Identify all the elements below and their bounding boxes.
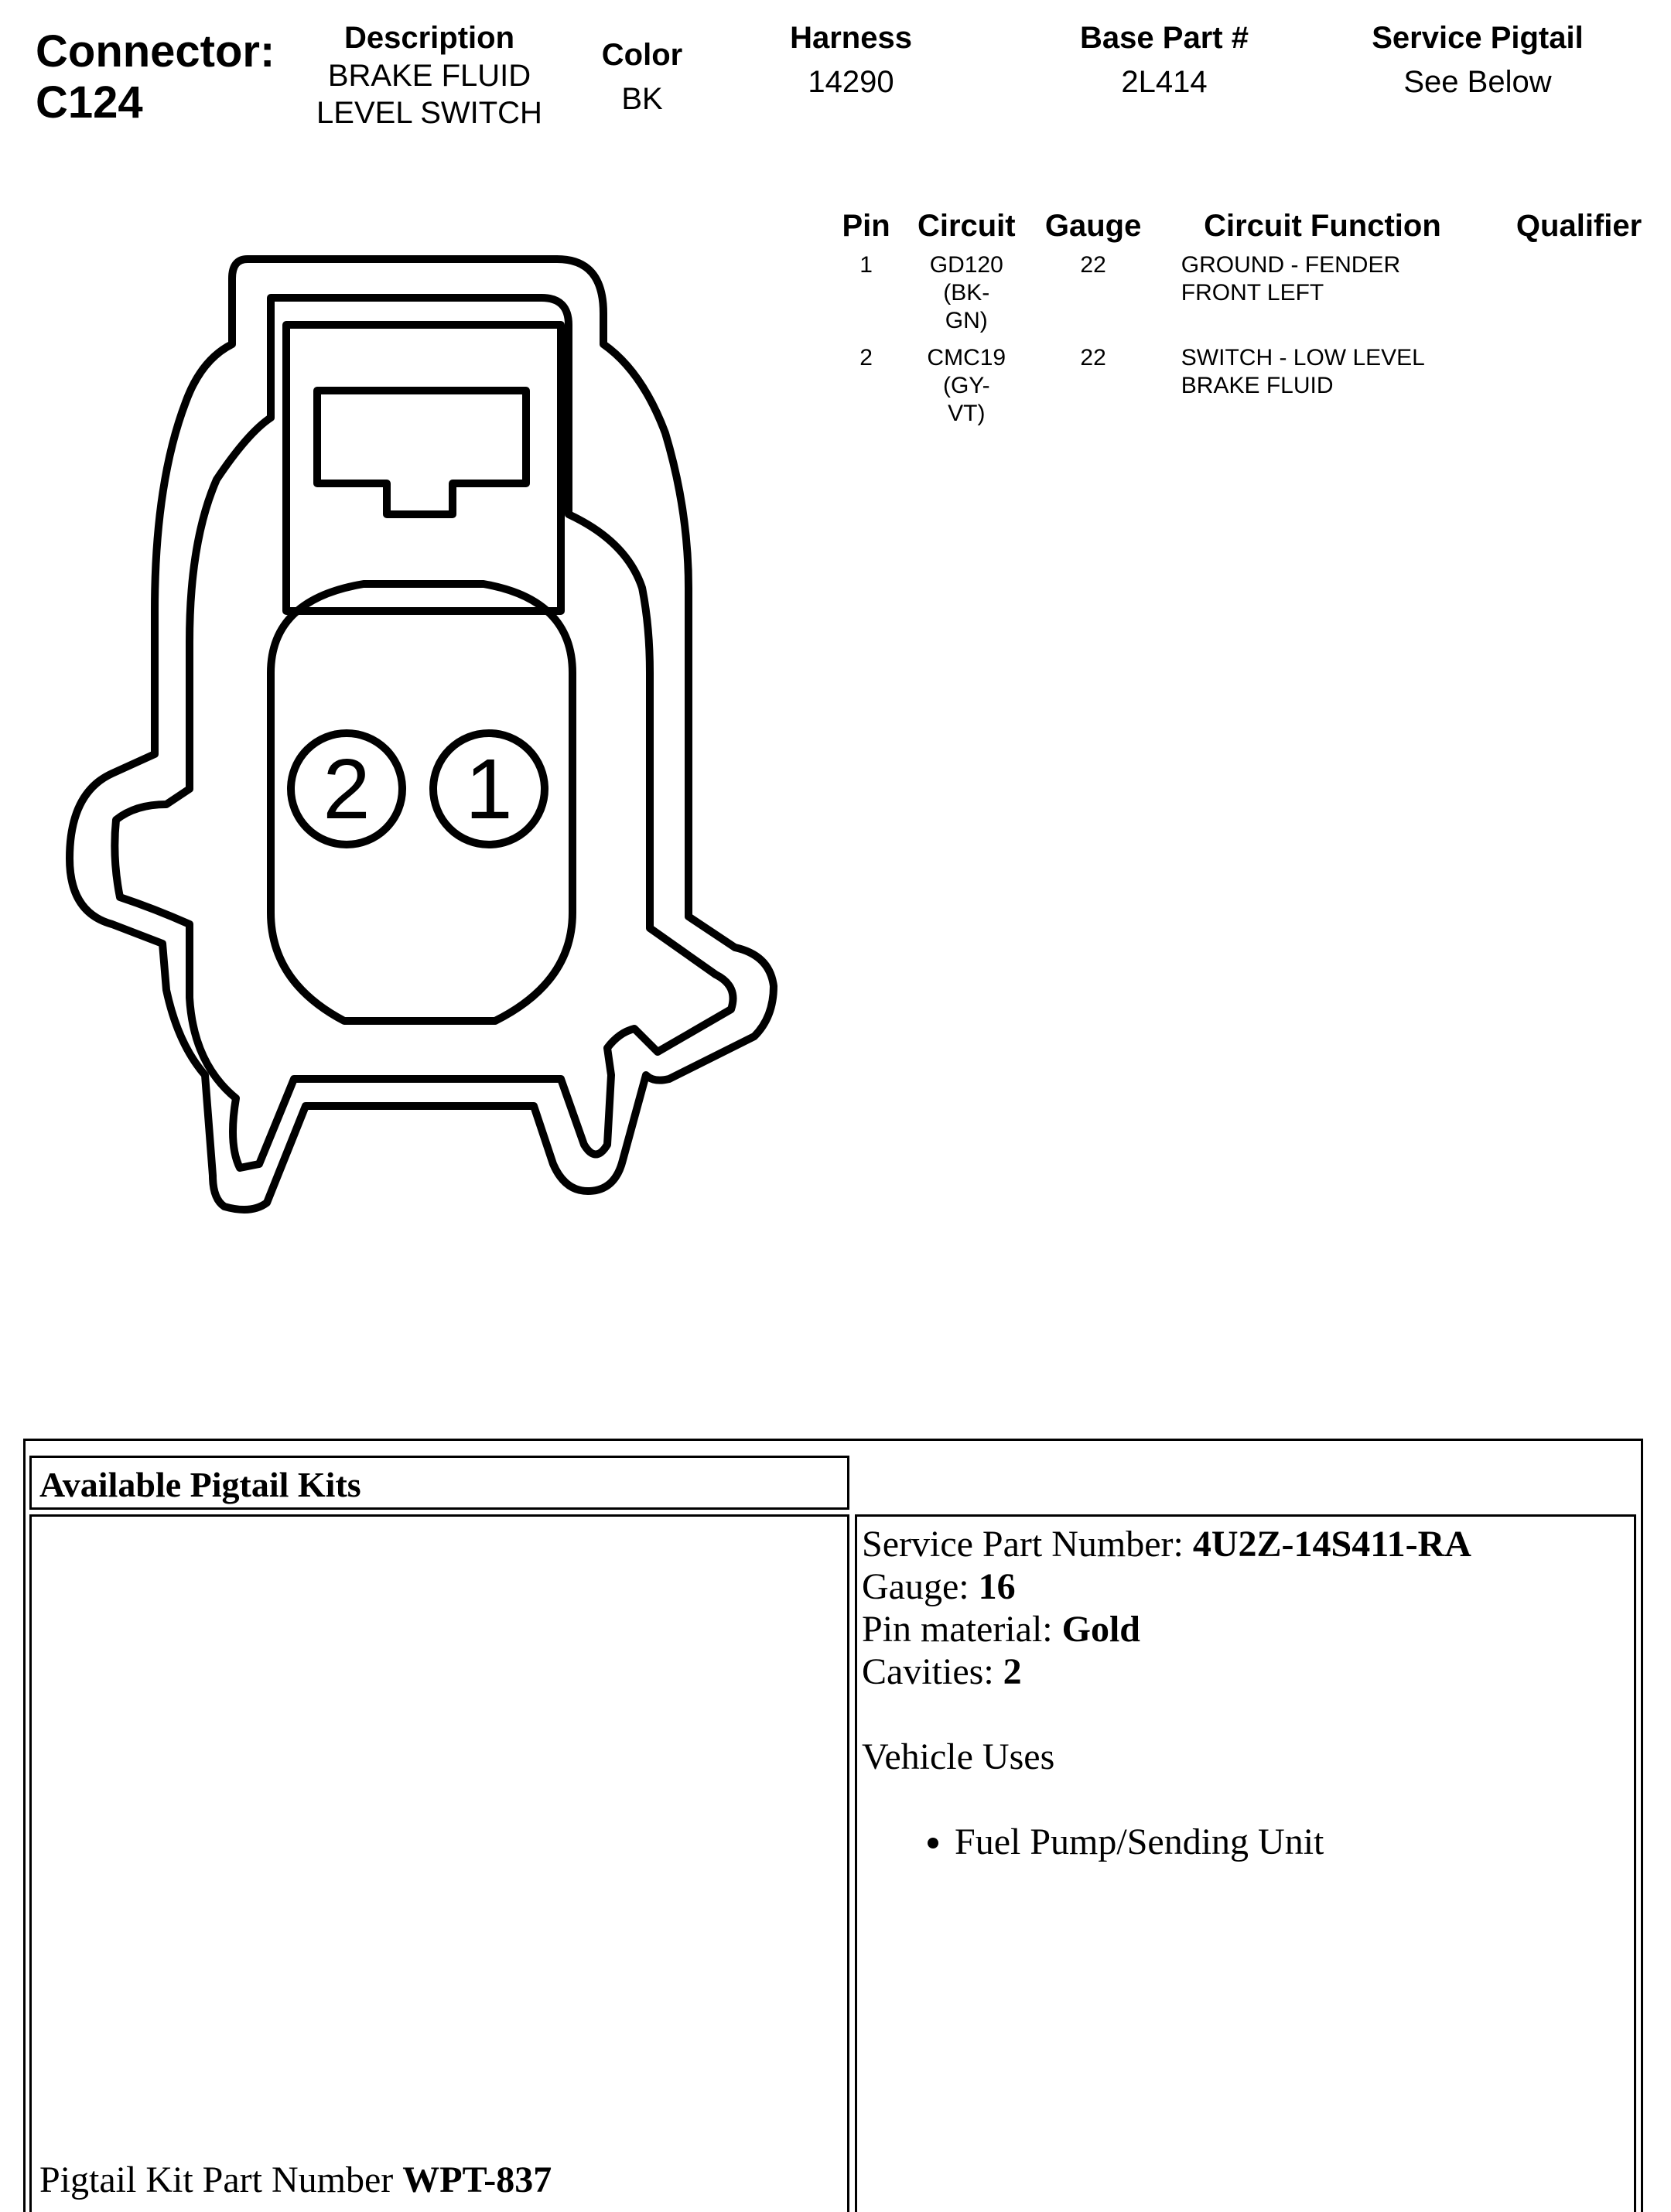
list-item: • Fuel Pump/Sending Unit: [955, 1821, 1471, 1863]
pin-material-line: [862, 1608, 1471, 1650]
pin-table: [828, 209, 1671, 435]
cavities-label: Cavities:: [862, 1651, 1003, 1692]
circuit-line-2: VT): [948, 401, 986, 426]
harness-label: Harness: [790, 21, 912, 55]
latch-outline: [286, 325, 561, 611]
circuit-line-2: GN): [945, 308, 988, 333]
pin-2-label: 2: [323, 742, 371, 837]
description-line-2: LEVEL SWITCH: [316, 96, 542, 130]
service-part-value: 4U2Z-14S411-RA: [1192, 1524, 1471, 1565]
base-part-value: 2L414: [1121, 65, 1208, 99]
pin-material-value: Gold: [1061, 1609, 1140, 1650]
header-pin: Pin: [842, 209, 890, 243]
kit-part-value: WPT-837: [402, 2159, 552, 2200]
connector-face-diagram: [0, 0, 851, 1253]
vehicle-uses-list: [862, 1821, 1471, 1863]
circuit-line-1: CMC19 (GY-: [927, 345, 1006, 398]
gauge-label: Gauge:: [862, 1566, 979, 1607]
function-line-1: SWITCH - LOW LEVEL: [1181, 345, 1425, 370]
latch-window: [317, 391, 526, 514]
function-line-1: GROUND - FENDER: [1181, 252, 1401, 278]
circuit-cell: [904, 343, 1028, 435]
pin-1-label: 1: [465, 742, 513, 837]
service-part-label: Service Part Number:: [862, 1524, 1193, 1565]
vehicle-uses-title: Vehicle Uses: [862, 1736, 1055, 1777]
qualifier-cell: [1487, 250, 1671, 343]
circuit-cell: [904, 250, 1028, 343]
gauge-cell: 22: [1080, 345, 1106, 370]
base-part-label: Base Part #: [1080, 21, 1249, 55]
circuit-line-1: GD120 (BK-: [929, 252, 1003, 306]
function-cell: [1158, 343, 1487, 435]
function-cell: [1158, 250, 1487, 343]
header-circuit-function: Circuit Function: [1204, 209, 1441, 243]
terminal-face-outline: [271, 584, 572, 1021]
gauge-line: [862, 1565, 1471, 1608]
housing-outer-outline: [70, 259, 774, 1210]
description-line-1: BRAKE FLUID: [327, 59, 531, 93]
header-circuit: Circuit: [917, 209, 1016, 243]
connector-label: Connector:: [36, 26, 275, 77]
housing-inner-outline: [114, 298, 733, 1168]
color-value: BK: [621, 82, 663, 116]
table-row: [828, 250, 1671, 343]
pin-number: 2: [859, 345, 873, 370]
pigtail-kit-part-number: [39, 2159, 552, 2201]
service-part-line: [862, 1523, 1471, 1565]
pigtail-spec-cell: [855, 1514, 1636, 2212]
pin-material-label: Pin material:: [862, 1609, 1062, 1650]
pigtail-spec: [862, 1523, 1471, 1863]
color-label: Color: [601, 38, 683, 72]
gauge-cell: 22: [1080, 252, 1106, 278]
available-pigtail-kits-title: Available Pigtail Kits: [29, 1456, 849, 1510]
function-line-2: BRAKE FLUID: [1181, 373, 1334, 398]
pigtail-kit-cell: [29, 1514, 849, 2212]
cavities-value: 2: [1003, 1651, 1022, 1692]
qualifier-cell: [1487, 343, 1671, 435]
harness-value: 14290: [808, 65, 894, 99]
service-pigtail-value: See Below: [1403, 65, 1552, 99]
pin-number: 1: [859, 252, 873, 278]
connector-id: C124: [36, 77, 143, 128]
header-gauge: Gauge: [1044, 209, 1142, 243]
gauge-value: 16: [978, 1566, 1016, 1607]
header-qualifier: Qualifier: [1516, 209, 1642, 243]
kit-part-label: Pigtail Kit Part Number: [39, 2159, 403, 2200]
function-line-2: FRONT LEFT: [1181, 280, 1324, 306]
pin-table-header: [828, 209, 1671, 250]
base-part-column: [1044, 19, 1284, 101]
service-pigtail-label: Service Pigtail: [1372, 21, 1584, 55]
table-row: [828, 343, 1671, 435]
service-pigtail-column: [1346, 19, 1609, 101]
cavities-line: [862, 1650, 1471, 1693]
description-label: Description: [343, 21, 515, 55]
